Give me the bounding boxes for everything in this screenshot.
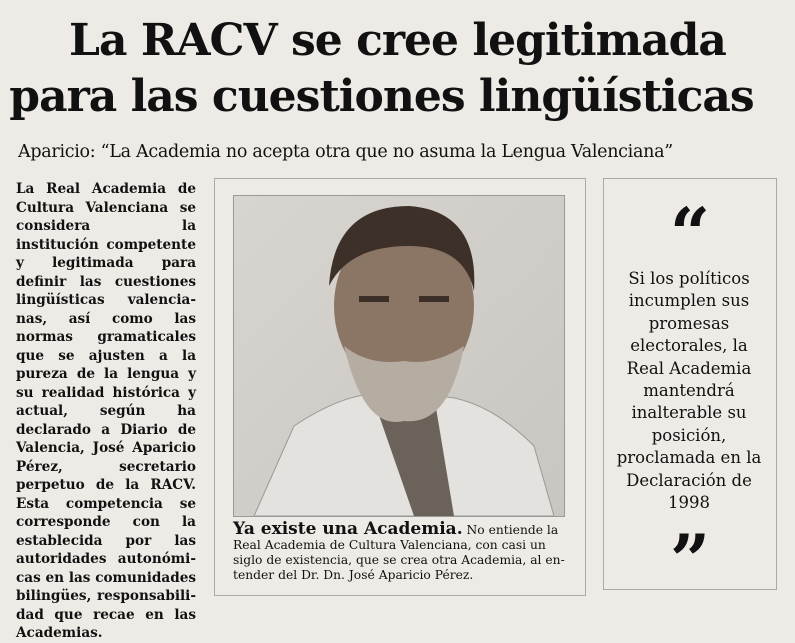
headline-line-2: para las cuestiones lingüísticas <box>9 71 754 122</box>
close-quote-icon: ” <box>669 519 711 602</box>
subheadline: Aparicio: “La Academia no acepta otra que no asuma la Lengua Valenciana” <box>18 142 673 162</box>
open-quote-icon: “ <box>669 192 711 275</box>
portrait-photo <box>233 195 565 517</box>
headline-line-1: La RACV se cree legitimada <box>69 15 726 66</box>
pull-quote-text: Si los políticos incumplen sus promesas electorales, la Real Academia mantendrá inalterable su posición, proclamada en la Declaración de 1998 <box>616 269 762 513</box>
photo-caption <box>233 519 568 583</box>
caption-lead: Ya existe una Academia. <box>233 519 463 539</box>
article-body: La Real Academia de Cultura Valenciana se considera la institución competente y legitimada para definir las cuestiones lingüísticas valencianas, así como las normas gramaticales que se ajusten a la pureza de la lengua y su realidad histórica y actual, según ha declarado a Diario de Valencia, José Aparicio Pérez, secretario perpetuo de la RACV. Esta competencia se corresponde con la establecida por las autoridades autonómicas en las comunidades bilingües, responsabilidad que recae en las Academias. <box>16 181 196 641</box>
caption-text: No entiende la Real Academia de Cultura Valenciana, con casi un siglo de existencia, que se crea otra Academia, al entender del Dr. Dn. José Aparicio Pérez. <box>233 523 565 582</box>
